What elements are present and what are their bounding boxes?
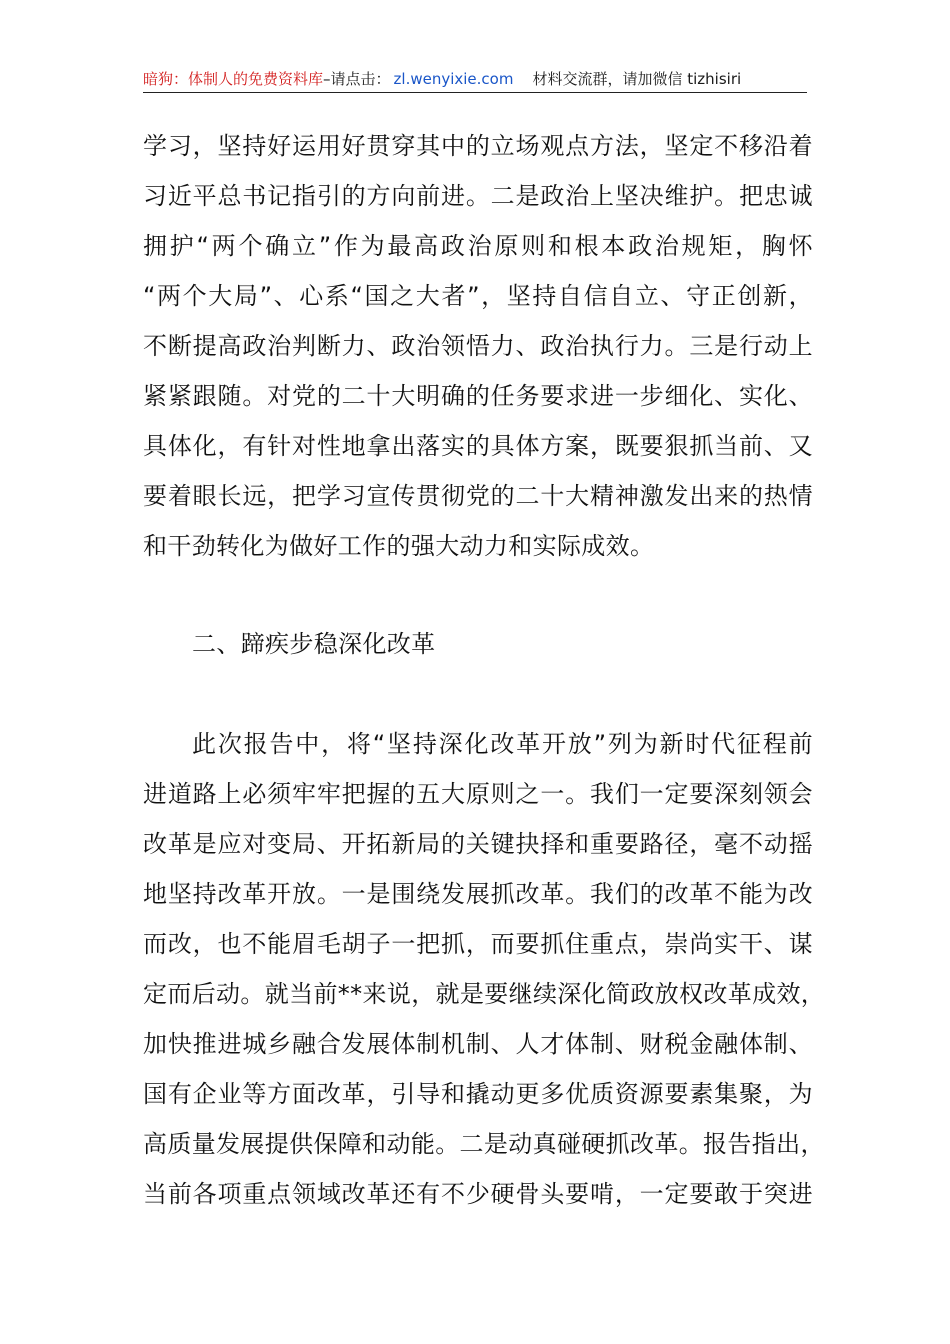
paragraph-1-line: 要着眼长远，把学习宣传贯彻党的二十大精神激发出来的热情: [143, 482, 813, 510]
paragraph-2-line: 国有企业等方面改革，引导和撬动更多优质资源要素集聚，为: [143, 1080, 813, 1108]
paragraph-1-line: 紧紧跟随。对党的二十大明确的任务要求进一步细化、实化、: [143, 382, 813, 410]
header-url-link[interactable]: zl.wenyixie.com: [393, 70, 514, 88]
paragraph-2-line: 地坚持改革开放。一是围绕发展抓改革。我们的改革不能为改: [143, 880, 813, 908]
paragraph-1-line: 不断提高政治判断力、政治领悟力、政治执行力。三是行动上: [143, 332, 813, 360]
paragraph-1-line: 学习，坚持好运用好贯穿其中的立场观点方法，坚定不移沿着: [143, 132, 813, 160]
section-heading: 二、蹄疾步稳深化改革: [192, 630, 436, 658]
paragraph-2-line: 改革是应对变局、开拓新局的关键抉择和重要路径，毫不动摇: [143, 830, 813, 858]
paragraph-1-line: 拥护“两个确立”作为最高政治原则和根本政治规矩，胸怀: [143, 232, 813, 260]
paragraph-2-line: 当前各项重点领域改革还有不少硬骨头要啃，一定要敢于突进: [143, 1180, 813, 1208]
header-brand: 暗狗：体制人的免费资料库: [143, 70, 324, 88]
paragraph-2-line: 此次报告中，将“坚持深化改革开放”列为新时代征程前: [192, 730, 813, 758]
paragraph-1-line: 和干劲转化为做好工作的强大动力和实际成效。: [143, 532, 655, 560]
paragraph-1-line: “两个大局”、心系“国之大者”，坚持自信自立、守正创新，: [143, 282, 813, 310]
paragraph-2-line: 加快推进城乡融合发展体制机制、人才体制、财税金融体制、: [143, 1030, 813, 1058]
paragraph-1-line: 具体化，有针对性地拿出落实的具体方案，既要狠抓当前、又: [143, 432, 813, 460]
paragraph-2-line: 定而后动。就当前**来说，就是要继续深化简政放权改革成效，: [143, 980, 826, 1008]
header-prompt: –请点击：: [323, 70, 391, 88]
page-header: [143, 66, 807, 93]
paragraph-2-line: 而改，也不能眉毛胡子一把抓，而要抓住重点，崇尚实干、谋: [143, 930, 813, 958]
header-wechat-note: 材料交流群，请加微信 tizhisiri: [532, 70, 742, 88]
paragraph-2-line: 进道路上必须牢牢把握的五大原则之一。我们一定要深刻领会: [143, 780, 813, 808]
paragraph-2-line: 高质量发展提供保障和动能。二是动真碰硬抓改革。报告指出，: [143, 1130, 825, 1158]
paragraph-1-line: 习近平总书记指引的方向前进。二是政治上坚决维护。把忠诚: [143, 182, 813, 210]
